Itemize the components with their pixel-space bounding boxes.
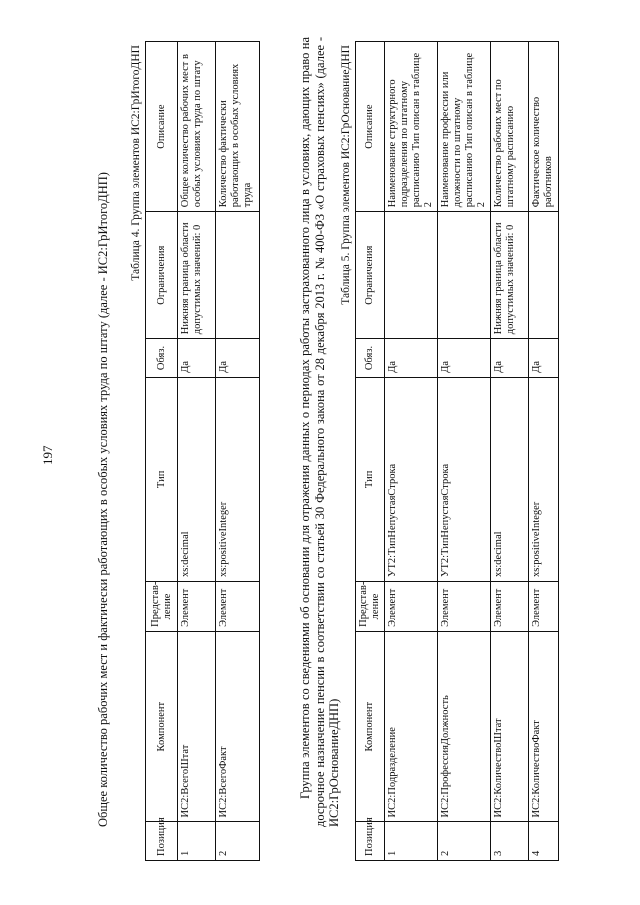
cell-type: УТ2:ТипНепустаяСтрока (385, 377, 438, 581)
cell-description: Наименование профессии или должности по штатному расписанию Тип описан в таблице 2 (438, 42, 491, 212)
table-row (529, 42, 559, 861)
cell-description: Количество фактически работающих в особых условиях труда (216, 42, 260, 212)
cell-position: 1 (178, 822, 216, 861)
cell-type: xs:decimal (491, 377, 529, 581)
page-number: 197 (40, 445, 55, 465)
body-paragraph: Группа элементов со сведениями об основании для отражения данных о периодах работы застрахованного лица в условиях, дающих право на досрочное назначение пенсии в соответствии со статьей 30 Федерального закона от 28 декабря 2013 г. № 400-ФЗ «О страховых пенсиях» (далее - ИС2:ГрОснованиеДНП) (298, 37, 341, 827)
table4-header-row (146, 42, 178, 861)
cell-component: ИС2:Подразделение (385, 631, 438, 822)
cell-position: 4 (529, 822, 559, 861)
cell-limits (529, 212, 559, 339)
table5-caption: Таблица 5. Группа элементов ИС2:ГрОснованиеДНП (340, 45, 352, 305)
cell-position: 2 (216, 822, 260, 861)
header-required: Обяз. (146, 339, 178, 378)
header-position: Позиция (146, 822, 178, 861)
header-limits: Ограничения (146, 212, 178, 339)
cell-component: ИС2:ВсегоШтат (178, 631, 216, 822)
cell-limits: Нижняя граница области допустимых значений: 0 (178, 212, 216, 339)
cell-representation: Элемент (216, 581, 260, 631)
header-type: Тип (356, 377, 385, 581)
cell-component: ИС2:КоличествоФакт (529, 631, 559, 822)
header-representation: Представ-ление (146, 581, 178, 631)
cell-position: 1 (385, 822, 438, 861)
header-description: Описание (146, 42, 178, 212)
cell-representation: Элемент (529, 581, 559, 631)
header-description: Описание (356, 42, 385, 212)
cell-position: 2 (438, 822, 491, 861)
table5-header-row (356, 42, 385, 861)
header-component: Компонент (146, 631, 178, 822)
header-type: Тип (146, 377, 178, 581)
table5 (355, 41, 559, 861)
cell-type: xs:positiveInteger (216, 377, 260, 581)
table-row (385, 42, 438, 861)
header-required: Обяз. (356, 339, 385, 378)
header-position: Позиция (356, 822, 385, 861)
table-row (438, 42, 491, 861)
cell-type: xs:decimal (178, 377, 216, 581)
cell-description: Общее количество рабочих мест в особых условиях труда по штату (178, 42, 216, 212)
cell-required: Да (216, 339, 260, 378)
cell-required: Да (178, 339, 216, 378)
table4-caption: Таблица 4. Группа элементов ИС2:ГрИтогоДНП (130, 45, 142, 281)
table-row (216, 42, 260, 861)
cell-description: Количество рабочих мест по штатному расписанию (491, 42, 529, 212)
table-row (491, 42, 529, 861)
cell-description: Наименование структурного подразделения по штатному расписанию Тип описан в таблице 2 (385, 42, 438, 212)
cell-component: ИС2:ПрофессияДолжность (438, 631, 491, 822)
cell-limits (438, 212, 491, 339)
cell-limits (216, 212, 260, 339)
header-representation: Представ-ление (356, 581, 385, 631)
cell-required: Да (385, 339, 438, 378)
cell-position: 3 (491, 822, 529, 861)
cell-representation: Элемент (385, 581, 438, 631)
cell-limits (385, 212, 438, 339)
cell-description: Фактическое количество работников (529, 42, 559, 212)
header-limits: Ограничения (356, 212, 385, 339)
cell-type: УТ2:ТипНепустаяСтрока (438, 377, 491, 581)
header-component: Компонент (356, 631, 385, 822)
cell-limits: Нижняя граница области допустимых значений: 0 (491, 212, 529, 339)
cell-type: xs:positiveInteger (529, 377, 559, 581)
cell-required: Да (529, 339, 559, 378)
table4 (145, 41, 260, 861)
cell-representation: Элемент (178, 581, 216, 631)
cell-representation: Элемент (491, 581, 529, 631)
cell-component: ИС2:ВсегоФакт (216, 631, 260, 822)
table-row (178, 42, 216, 861)
cell-required: Да (438, 339, 491, 378)
cell-component: ИС2:КоличествоШтат (491, 631, 529, 822)
cell-required: Да (491, 339, 529, 378)
section-heading: Общее количество рабочих мест и фактически работающих в особых условиях труда по штату (далее - ИС2:ГрИтогоДНП) (96, 172, 110, 827)
cell-representation: Элемент (438, 581, 491, 631)
